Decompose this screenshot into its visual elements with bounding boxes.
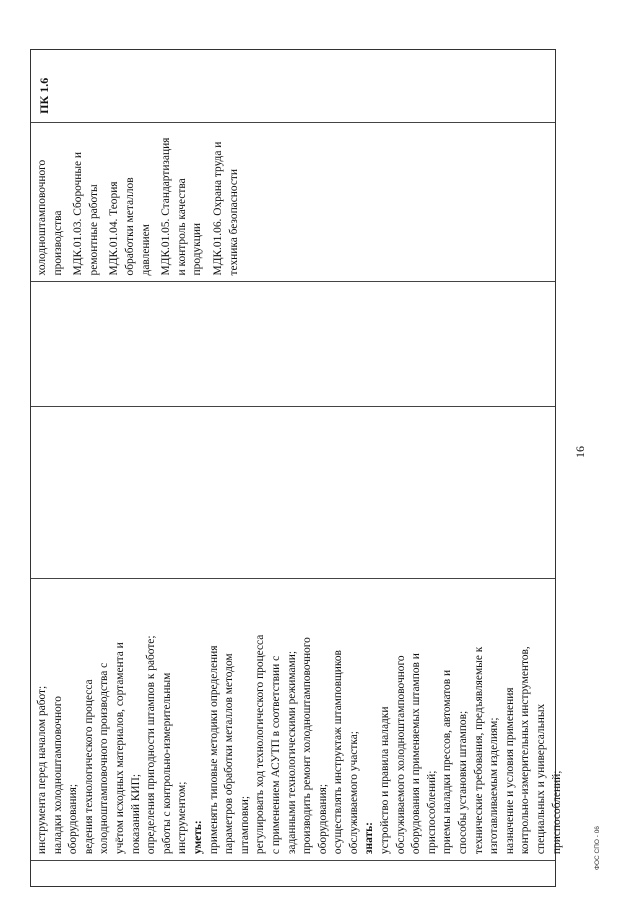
skills-line: обслуживаемого холодноштамповочного [394,655,407,855]
skills-line: назначение и условия применения [503,687,516,855]
table-column-skills [31,578,563,860]
footer-code: ФОС СПО - 06 [594,826,601,870]
skills-line: учётом исходных материалов, сортамента и [113,642,126,855]
mdk-list [31,123,242,282]
rotated-page [30,17,595,887]
skills-line: технические требования, предъявляемые к [472,646,485,855]
skills-line: ведения технологического процесса [82,679,95,855]
page-number: 16 [573,446,587,458]
page-number-wrap [573,17,588,887]
skills-line: уметь: [191,820,204,855]
skills-line: осуществлять инструктаж штамповщиков [332,650,345,855]
skills-line: обслуживаемого участка; [347,731,360,855]
skills-line: оборудования и применяемых штампов и [410,653,423,855]
skills-line: регулировать ход технологического процесса [254,634,267,855]
competency-table [30,49,563,887]
mdk-item: МДК.01.04. Теория обработки металлов давлением [108,177,152,276]
skills-line: определения пригодности штампов к работе; [145,635,158,855]
mdk-item: МДК.01.06. Охрана труда и техника безопасности [211,141,240,276]
skills-line: специальных и универсальных [535,703,547,855]
skills-line: устройство и правила наладки [379,706,392,855]
table-column-empty-1 [31,406,555,578]
skills-line: оборудования; [67,783,80,855]
skills-line: приемы наладки прессов, автоматов и [441,669,454,855]
table-column-pk [31,50,555,122]
skills-line: изготавливаемым изделиям; [488,717,501,855]
skills-line: контрольно-измерительных инструментов, [519,646,532,855]
mdk-item: МДК.01.05. Стандартизация и контроль качества продукции [160,137,204,276]
skills-line: показаний КИП; [129,773,142,855]
table-column-mdk [31,122,555,282]
skills-line: применять типовые методики определения [207,645,220,855]
skills-line: способы установки штампов; [457,710,470,855]
skills-line: приспособлений; [550,770,563,855]
table-column-empty-2 [31,281,555,406]
skills-line: наладки холодноштамповочного [51,696,64,855]
skills-line: производить ремонт холодноштамповочного [301,637,314,855]
pk-code: ПК 1.6 [37,77,51,114]
skills-line: знать: [363,822,376,855]
skills-line: параметров обработки металлов методом [223,653,236,855]
skills-line: холодноштамповочного производства с [98,662,111,855]
mdk-item: холодноштамповочного производства [36,159,64,276]
skills-line: инструмента перед началом работ; [36,685,48,855]
skills-line: приспособлений; [425,770,438,855]
table-column-lead [31,860,555,886]
skills-line: работы с контрольно-измерительным [160,672,173,855]
mdk-item: МДК.01.03. Сборочные и ремонтные работы [72,151,100,276]
skills-line: заданными технологическими режимами; [285,651,298,855]
skills-line: инструментом; [176,781,189,855]
skills-line: с применением АСУТП в соответствии с [269,655,282,855]
skills-list [31,579,565,860]
skills-line: оборудования; [316,783,329,855]
skills-line: штамповки; [238,795,251,855]
